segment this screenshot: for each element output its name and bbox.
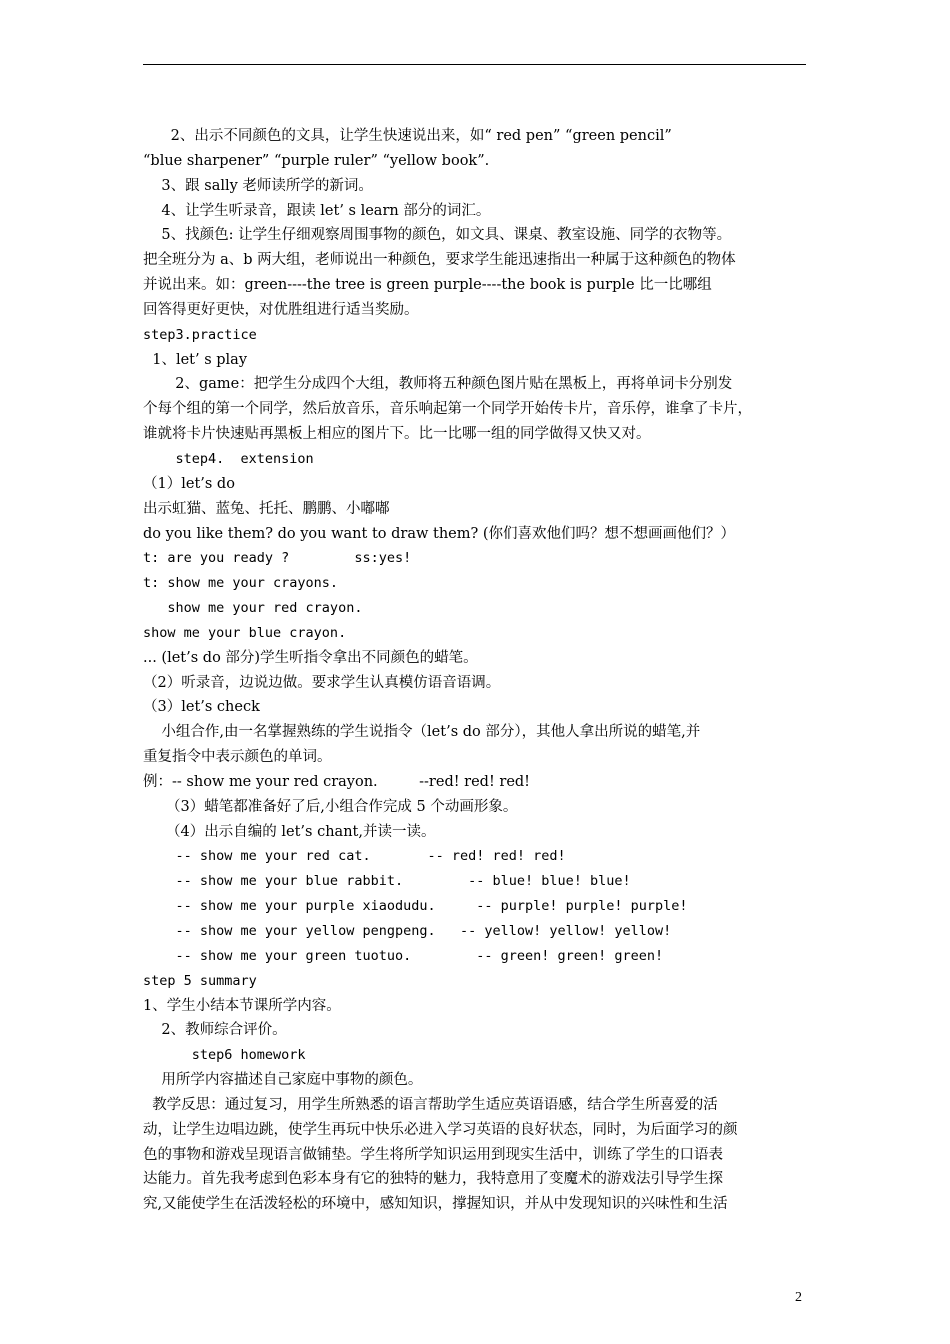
text-line: 用所学内容描述自己家庭中事物的颜色。 [143,1072,423,1089]
text-line: -- show me your red cat. -- red! red! red! [143,848,566,865]
text-line: -- show me your blue rabbit. -- blue! blue! blue! [143,873,631,890]
text-line: 2、game：把学生分成四个大组，教师将五种颜色图片贴在黑板上，再将单词卡分别发 [143,376,733,393]
text-line: step3.practice [143,326,257,343]
text-line: 重复指令中表示颜色的单词。 [143,749,332,766]
text-line: 动，让学生边唱边跳，使学生再玩中快乐必进入学习英语的良好状态，同时，为后面学习的颜 [143,1121,738,1138]
text-line: 谁就将卡片快速贴再黑板上相应的图片下。比一比哪一组的同学做得又快又对。 [143,426,651,443]
text-line: -- show me your green tuotuo. -- green! green! green! [143,947,664,964]
text-line: do you like them? do you want to draw them? (你们喜欢他们吗？想不想画画他们？） [143,525,736,542]
text-line: 2、教师综合评价。 [143,1022,287,1039]
text-line: 1、学生小结本节课所学内容。 [143,997,341,1014]
header-rule [143,64,806,65]
text-line: t: show me your crayons. [143,575,339,592]
text-line: t: are you ready ? ss:yes! [143,550,412,567]
text-line: 个每个组的第一个同学，然后放音乐，音乐响起第一个同学开始传卡片，音乐停，谁拿了卡片， [143,401,752,418]
text-line: 1、let’ s play [143,351,248,368]
text-line: 2、出示不同颜色的文具，让学生快速说出来，如“ red pen” “green pencil” [143,128,672,144]
text-line: -- show me your yellow pengpeng. -- yellow! yellow! yellow! [143,923,672,939]
text-line: （3）let’s check [143,699,260,716]
text-line: step 5 summary [143,972,257,989]
text-line: 回答得更好更快，对优胜组进行适当奖励。 [143,301,419,318]
text-line: 色的事物和游戏呈现语言做铺垫。学生将所学知识运用到现实生活中，训练了学生的口语表 [143,1146,723,1163]
text-line: 把全班分为 a、b 两大组，老师说出一种颜色，要求学生能迅速指出一种属于这种颜色的物体 [143,252,736,269]
page-number: 2 [795,1290,802,1305]
text-line: （4）出示自编的 let’s chant,并读一读。 [143,823,436,840]
text-line: 小组合作,由一名掌握熟练的学生说指令（let’s do 部分），其他人拿出所说的蜡笔,并 [143,724,701,741]
text-line: step6 homework [143,1047,306,1064]
text-line: （2）听录音，边说边做。要求学生认真模仿语音语调。 [143,674,501,691]
text-line: 5、找颜色: 让学生仔细观察周围事物的颜色，如文具、课桌、教室设施、同学的衣物等。 [143,227,732,244]
text-line: ... (let’s do 部分)学生听指令拿出不同颜色的蜡笔。 [143,649,478,666]
text-line: 并说出来。如：green----the tree is green purple----the book is purple 比一比哪组 [143,277,712,294]
text-line: show me your red crayon. [143,600,363,617]
text-line: 例：-- show me your red crayon. --red! red! red! [143,773,531,790]
text-line: （3）蜡笔都准备好了后,小组合作完成 5 个动画形象。 [143,798,518,815]
text-line: 达能力。首先我考虑到色彩本身有它的独特的魅力，我特意用了变魔术的游戏法引导学生探 [143,1171,723,1188]
text-line: 究,又能使学生在活泼轻松的环境中，感知知识，撑握知识，并从中发现知识的兴味性和生活 [143,1196,728,1213]
text-line: “blue sharpener” “purple ruler” “yellow book”. [143,152,490,169]
text-line: 教学反思：通过复习，用学生所熟悉的语言帮助学生适应英语语感，结合学生所喜爱的活 [143,1096,718,1113]
text-line: 3、跟 sally 老师读所学的新词。 [143,177,373,194]
text-line: -- show me your purple xiaodudu. -- purple! purple! purple! [143,898,688,915]
text-line: show me your blue crayon. [143,624,347,641]
document-body [143,124,823,1217]
text-line: step4. extension [143,450,314,467]
text-line: （1）let’s do [143,475,235,492]
text-line: 4、让学生听录音，跟读 let’ s learn 部分的词汇。 [143,202,491,219]
text-line: 出示虹猫、蓝兔、托托、鹏鹏、小嘟嘟 [143,500,390,517]
